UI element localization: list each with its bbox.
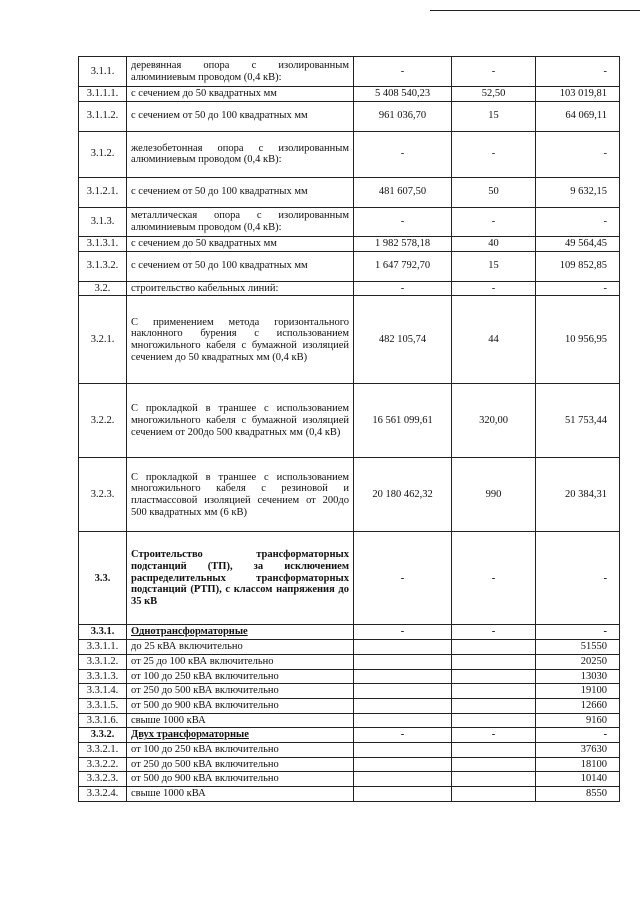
row-number: 3.1.1.2. — [79, 101, 127, 131]
row-description: строительство кабельных линий: — [127, 281, 354, 296]
value-quantity — [452, 787, 536, 802]
row-number: 3.3.1.3. — [79, 669, 127, 684]
value-rate: - — [536, 207, 620, 236]
value-cost: 20 180 462,32 — [354, 458, 452, 532]
row-number: 3.2.3. — [79, 458, 127, 532]
value-cost: - — [354, 728, 452, 743]
value-cost: 1 982 578,18 — [354, 236, 452, 251]
value-quantity: - — [452, 532, 536, 625]
value-rate: 20 384,31 — [536, 458, 620, 532]
row-description: железобетонная опора с изолированным алюминиевым проводом (0,4 кВ): — [127, 131, 354, 177]
value-quantity: 50 — [452, 177, 536, 207]
table-row — [79, 625, 620, 640]
value-quantity: 15 — [452, 101, 536, 131]
row-description-text: Однотрансформаторные — [131, 626, 248, 638]
row-number: 3.3.2.3. — [79, 772, 127, 787]
row-description: деревянная опора с изолированным алюминиевым проводом (0,4 кВ): — [127, 57, 354, 87]
row-number: 3.3.1. — [79, 625, 127, 640]
value-quantity — [452, 713, 536, 728]
row-number: 3.3.2.1. — [79, 743, 127, 758]
value-rate: 19100 — [536, 684, 620, 699]
value-rate: 103 019,81 — [536, 87, 620, 102]
value-cost — [354, 684, 452, 699]
value-cost — [354, 772, 452, 787]
table-row — [79, 698, 620, 713]
top-rule — [430, 10, 640, 11]
table-row — [79, 532, 620, 625]
value-rate: - — [536, 57, 620, 87]
value-rate: 109 852,85 — [536, 251, 620, 281]
row-description: от 250 до 500 кВА включительно — [127, 757, 354, 772]
row-description — [127, 625, 354, 640]
value-cost: - — [354, 131, 452, 177]
row-number: 3.3.1.2. — [79, 654, 127, 669]
table-row — [79, 757, 620, 772]
value-rate: - — [536, 532, 620, 625]
value-cost: - — [354, 281, 452, 296]
value-cost — [354, 669, 452, 684]
row-number: 3.2. — [79, 281, 127, 296]
row-number: 3.1.2.1. — [79, 177, 127, 207]
value-cost: - — [354, 57, 452, 87]
value-quantity: - — [452, 131, 536, 177]
row-description: Строительство трансформаторных подстанций (ТП), за исключением распределительных трансформаторных подстанций (РТП), с классом напряжения до 35 кВ — [127, 532, 354, 625]
value-rate: 12660 — [536, 698, 620, 713]
row-description — [127, 728, 354, 743]
table-row — [79, 458, 620, 532]
row-description: от 500 до 900 кВА включительно — [127, 772, 354, 787]
value-cost — [354, 787, 452, 802]
value-quantity — [452, 772, 536, 787]
row-description: С прокладкой в траншее с использованием многожильного кабеля с резиновой и пластмассовой изоляцией сечением от 200до 500 квадратных мм (6 кВ) — [127, 458, 354, 532]
value-cost — [354, 713, 452, 728]
value-cost: - — [354, 532, 452, 625]
value-rate: 10 956,95 — [536, 296, 620, 384]
value-quantity: 320,00 — [452, 384, 536, 458]
value-rate: - — [536, 625, 620, 640]
table-row — [79, 236, 620, 251]
row-number: 3.3.2. — [79, 728, 127, 743]
row-number: 3.1.3.1. — [79, 236, 127, 251]
value-quantity — [452, 654, 536, 669]
value-quantity — [452, 757, 536, 772]
table-row — [79, 772, 620, 787]
table-row — [79, 654, 620, 669]
value-quantity: - — [452, 625, 536, 640]
row-description: с сечением до 50 квадратных мм — [127, 236, 354, 251]
value-rate: 49 564,45 — [536, 236, 620, 251]
value-quantity: 990 — [452, 458, 536, 532]
table-row — [79, 131, 620, 177]
value-cost — [354, 640, 452, 655]
table-row — [79, 251, 620, 281]
row-description: С прокладкой в траншее с использованием многожильного кабеля с бумажной изоляцией сечением от 200до 500 квадратных мм (0,4 кВ) — [127, 384, 354, 458]
value-rate: 51 753,44 — [536, 384, 620, 458]
row-number: 3.3.1.5. — [79, 698, 127, 713]
row-description: С применением метода горизонтального наклонного бурения с использованием многожильного кабеля с бумажной изоляцией сечением до 50 квадратных мм (0,4 кВ) — [127, 296, 354, 384]
row-number: 3.3. — [79, 532, 127, 625]
value-cost — [354, 698, 452, 713]
value-rate: 20250 — [536, 654, 620, 669]
value-cost: - — [354, 207, 452, 236]
row-number: 3.2.1. — [79, 296, 127, 384]
row-number: 3.3.1.4. — [79, 684, 127, 699]
value-rate: 51550 — [536, 640, 620, 655]
value-rate: 18100 — [536, 757, 620, 772]
value-cost: 481 607,50 — [354, 177, 452, 207]
table-row — [79, 640, 620, 655]
row-description: с сечением от 50 до 100 квадратных мм — [127, 177, 354, 207]
value-cost — [354, 654, 452, 669]
table-row — [79, 207, 620, 236]
table-row — [79, 713, 620, 728]
row-number: 3.1.1.1. — [79, 87, 127, 102]
value-rate: 9160 — [536, 713, 620, 728]
row-description: свыше 1000 кВА — [127, 787, 354, 802]
value-quantity — [452, 684, 536, 699]
value-rate: 37630 — [536, 743, 620, 758]
table-row — [79, 384, 620, 458]
value-quantity — [452, 669, 536, 684]
value-rate: 13030 — [536, 669, 620, 684]
value-cost — [354, 743, 452, 758]
value-quantity: 44 — [452, 296, 536, 384]
value-quantity: 52,50 — [452, 87, 536, 102]
value-quantity: - — [452, 728, 536, 743]
table-row — [79, 743, 620, 758]
value-quantity — [452, 640, 536, 655]
table-row — [79, 787, 620, 802]
row-description: с сечением до 50 квадратных мм — [127, 87, 354, 102]
row-number: 3.3.1.6. — [79, 713, 127, 728]
value-cost — [354, 757, 452, 772]
row-description: от 25 до 100 кВА включительно — [127, 654, 354, 669]
row-number: 3.1.2. — [79, 131, 127, 177]
row-number: 3.1.3. — [79, 207, 127, 236]
value-rate: 8550 — [536, 787, 620, 802]
value-rate: - — [536, 131, 620, 177]
row-number: 3.3.2.4. — [79, 787, 127, 802]
row-description-text: Двух трансформаторные — [131, 729, 249, 741]
value-cost: 961 036,70 — [354, 101, 452, 131]
table-row — [79, 296, 620, 384]
value-cost: 482 105,74 — [354, 296, 452, 384]
value-cost: 16 561 099,61 — [354, 384, 452, 458]
row-number: 3.2.2. — [79, 384, 127, 458]
value-rate: 10140 — [536, 772, 620, 787]
row-description: металлическая опора с изолированным алюминиевым проводом (0,4 кВ): — [127, 207, 354, 236]
table-row — [79, 177, 620, 207]
rates-table-body — [79, 57, 620, 802]
value-rate: - — [536, 728, 620, 743]
value-rate: 64 069,11 — [536, 101, 620, 131]
table-row — [79, 684, 620, 699]
row-description: от 500 до 900 кВА включительно — [127, 698, 354, 713]
table-row — [79, 101, 620, 131]
value-quantity — [452, 743, 536, 758]
value-quantity: - — [452, 281, 536, 296]
row-description: от 100 до 250 кВА включительно — [127, 743, 354, 758]
rates-table — [78, 56, 620, 802]
row-number: 3.1.3.2. — [79, 251, 127, 281]
value-quantity: - — [452, 57, 536, 87]
value-quantity: - — [452, 207, 536, 236]
row-description: свыше 1000 кВА — [127, 713, 354, 728]
row-number: 3.1.1. — [79, 57, 127, 87]
row-description: от 250 до 500 кВА включительно — [127, 684, 354, 699]
row-number: 3.3.1.1. — [79, 640, 127, 655]
table-row — [79, 281, 620, 296]
value-rate: 9 632,15 — [536, 177, 620, 207]
value-cost: 1 647 792,70 — [354, 251, 452, 281]
row-description: до 25 кВА включительно — [127, 640, 354, 655]
row-description: с сечением от 50 до 100 квадратных мм — [127, 251, 354, 281]
value-rate: - — [536, 281, 620, 296]
row-description: от 100 до 250 кВА включительно — [127, 669, 354, 684]
value-cost: - — [354, 625, 452, 640]
table-row — [79, 669, 620, 684]
value-cost: 5 408 540,23 — [354, 87, 452, 102]
table-row — [79, 57, 620, 87]
value-quantity: 40 — [452, 236, 536, 251]
row-number: 3.3.2.2. — [79, 757, 127, 772]
value-quantity: 15 — [452, 251, 536, 281]
row-description: с сечением от 50 до 100 квадратных мм — [127, 101, 354, 131]
value-quantity — [452, 698, 536, 713]
table-row — [79, 728, 620, 743]
table-row — [79, 87, 620, 102]
